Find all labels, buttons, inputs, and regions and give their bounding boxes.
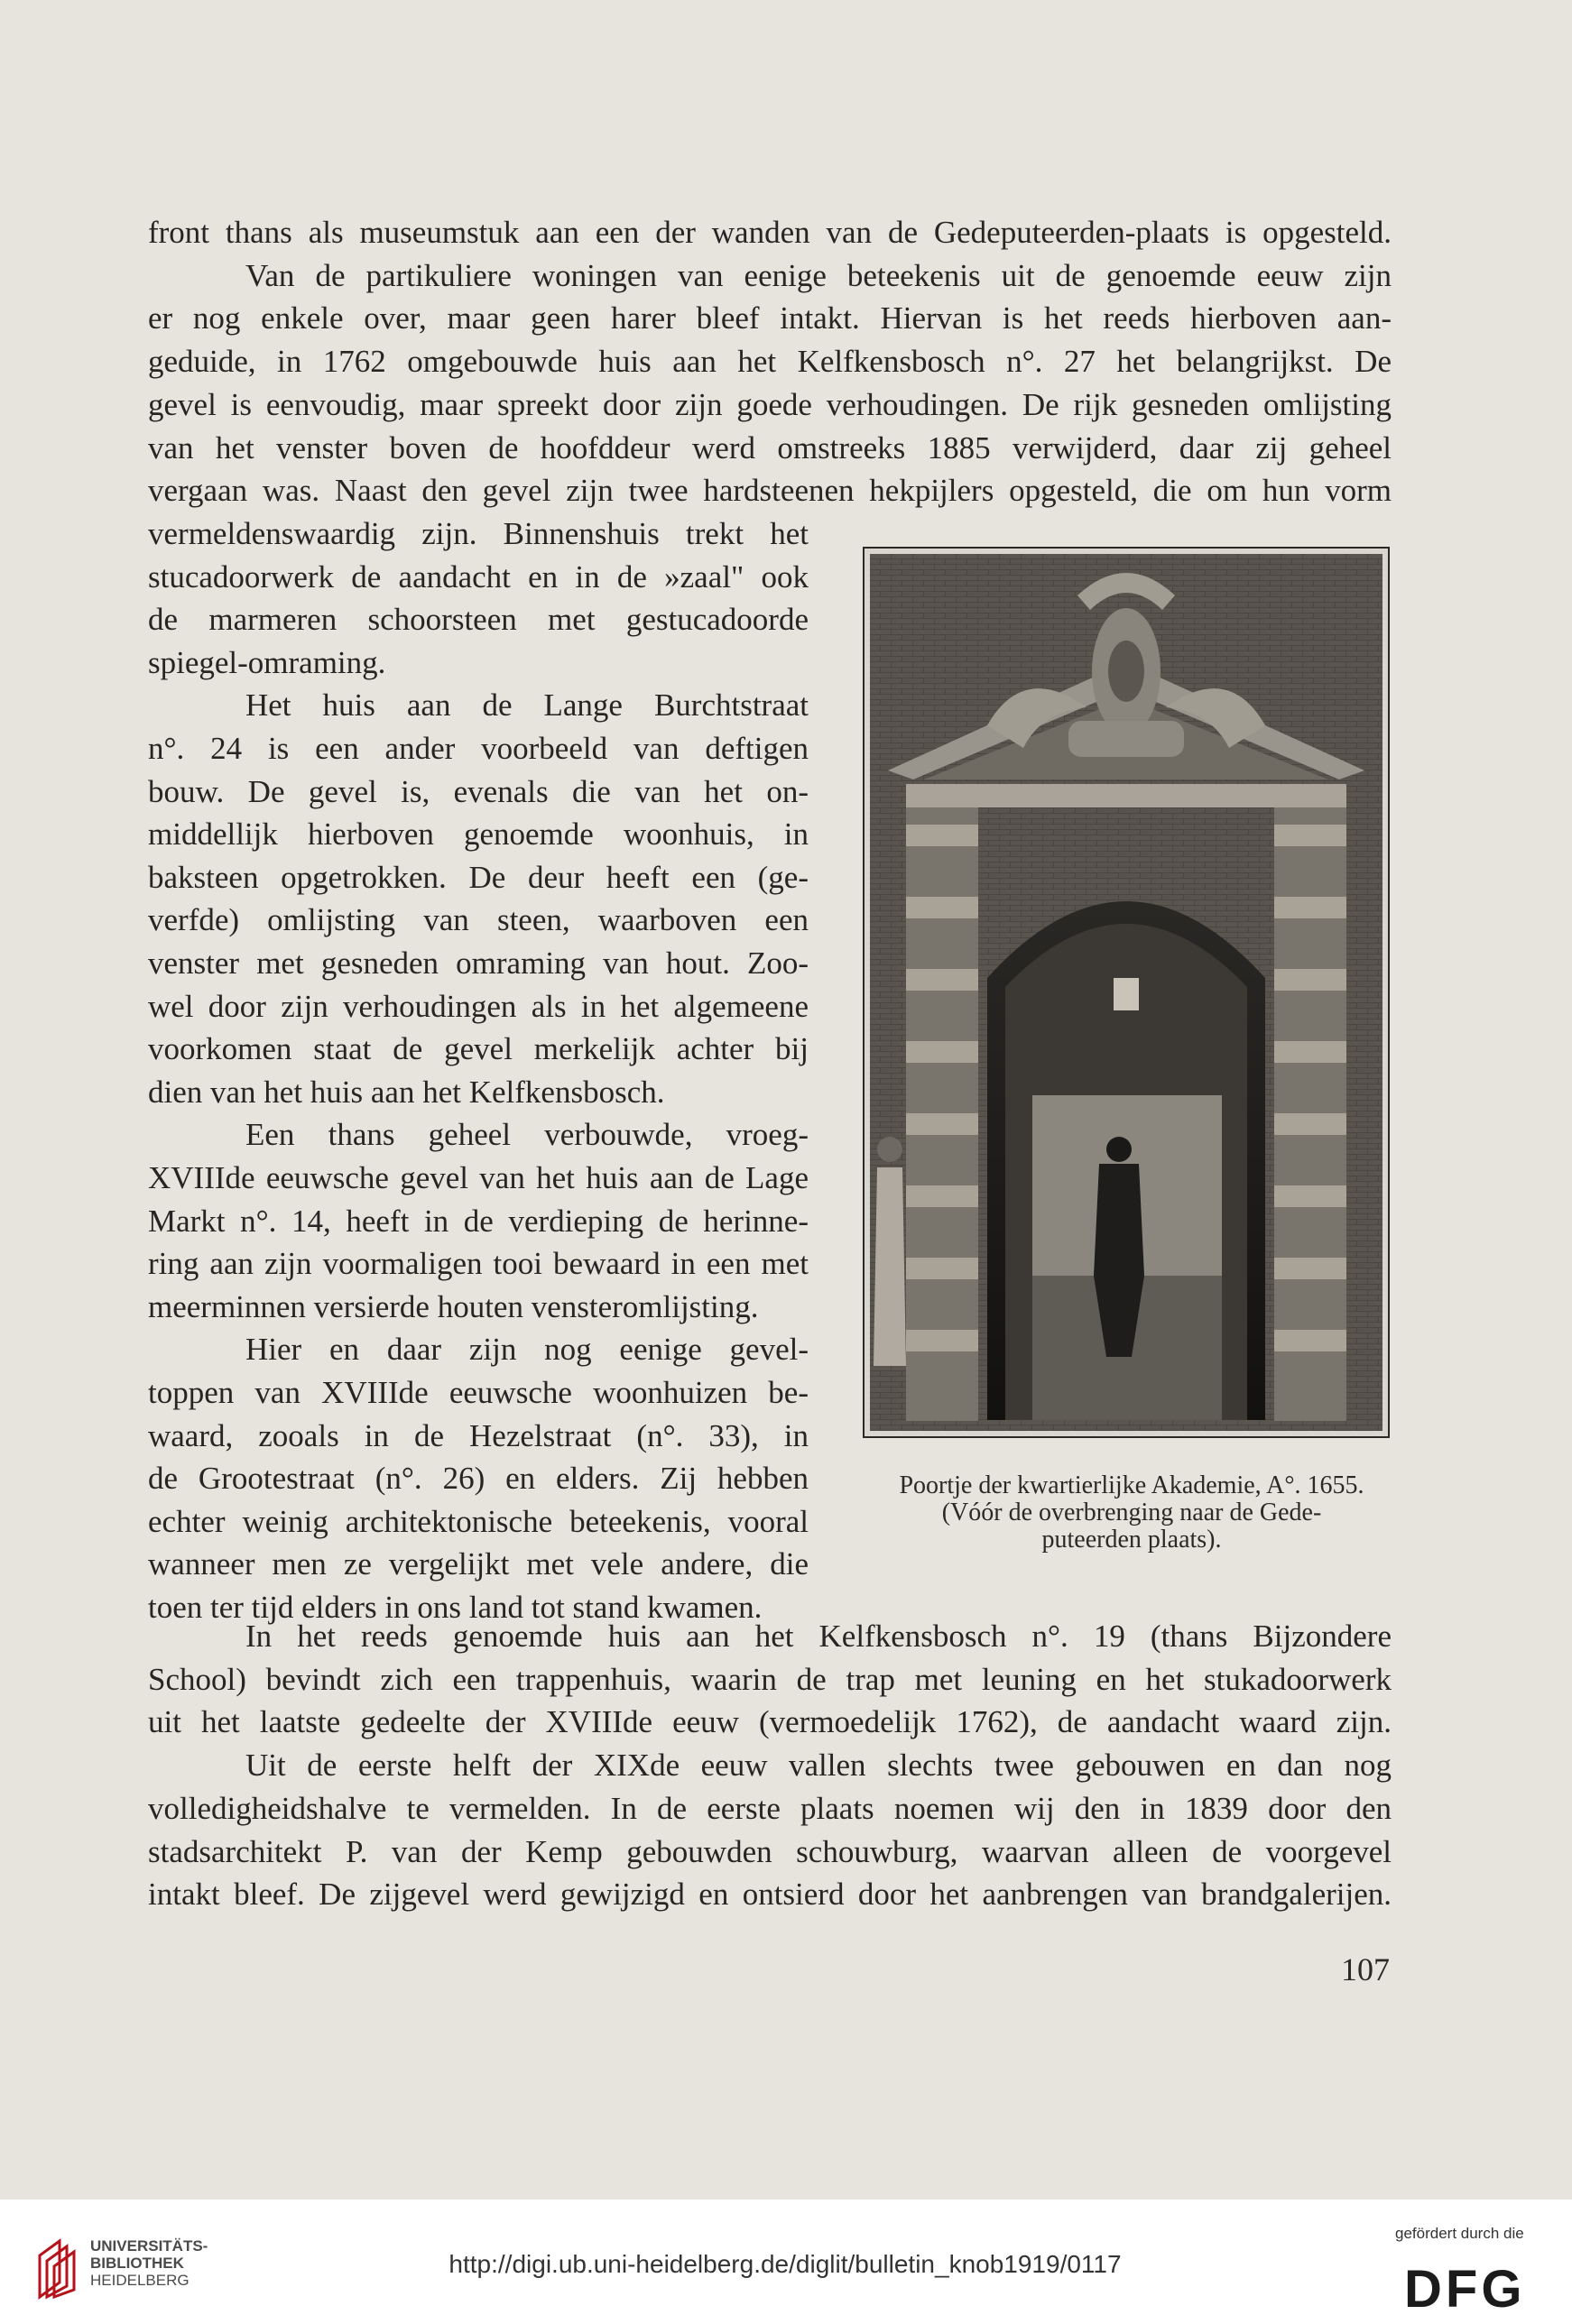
library-name-line-2: BIBLIOTHEK (90, 2255, 184, 2272)
text-line: XVIIIde eeuwsche gevel van het huis aan de Lage (148, 1160, 809, 1195)
text-line: bouw. De gevel is, evenals die van het on- (148, 773, 809, 809)
text-line: de Grootestraat (n°. 26) en elders. Zij hebben (148, 1461, 809, 1497)
caption-line-3: puteerden plaats). (1041, 1526, 1222, 1554)
text-line: Een thans geheel verbouwde, vroeg- (245, 1117, 809, 1153)
text-line: waard, zooals in de Hezelstraat (n°. 33), in (148, 1417, 809, 1453)
text-line: Markt n°. 14, heeft in de verdieping de herinne- (148, 1203, 809, 1239)
dfg-logo: DFG (1404, 2260, 1526, 2319)
text-line: intakt bleef. De zijgevel werd gewijzigd en ontsierd door het aanbrengen van brandgalerijen. (148, 1877, 1392, 1913)
text-line: toppen van XVIIIde eeuwsche woonhuizen be- (148, 1375, 809, 1410)
text-line: gevel is eenvoudig, maar spreekt door zijn goede verhoudingen. De rijk gesneden omlijsting (148, 386, 1392, 422)
text-line: voorkomen staat de gevel merkelijk achter bij (148, 1031, 809, 1067)
text-line: vergaan was. Naast den gevel zijn twee hardsteenen hekpijlers opgesteld, die om hun vorm (148, 473, 1392, 509)
text-line: School) bevindt zich een trappenhuis, waarin de trap met leuning en het stukadoorwerk (148, 1661, 1392, 1697)
text-line: ring aan zijn voormaligen tooi bewaard in een met (148, 1246, 809, 1282)
text-line: verfde) omlijsting van steen, waarboven een (148, 902, 809, 938)
text-line: baksteen opgetrokken. De deur heeft een (ge- (148, 859, 809, 895)
digitization-footer (0, 2200, 1572, 2324)
text-line: meerminnen versierde houten vensteromlijsting. (148, 1288, 759, 1324)
gateway-illustration (870, 554, 1382, 1431)
text-line: volledigheidshalve te vermelden. In de eerste plaats noemen wij den in 1839 door den (148, 1790, 1392, 1826)
text-line: Van de partikuliere woningen van eenige beteekenis uit de genoemde eeuw zijn (245, 257, 1392, 293)
funding-note: gefördert durch die (1395, 2225, 1524, 2242)
text-line: de marmeren schoorsteen met gestucadoorde (148, 602, 809, 638)
caption-line-2: (Vóór de overbrenging naar de Gede- (941, 1499, 1322, 1526)
text-line: geduide, in 1762 omgebouwde huis aan het Kelfkensbosch n°. 27 het belangrijkst. De (148, 344, 1392, 380)
text-line: stucadoorwerk de aandacht en in de »zaal" ook (148, 558, 809, 595)
text-line: Het huis aan de Lange Burchtstraat (245, 687, 809, 724)
text-line: front thans als museumstuk aan een der wanden van de Gedeputeerden-plaats is opgesteld. (148, 215, 1392, 250)
page-number: 107 (1341, 1951, 1390, 1987)
text-line: stadsarchitekt P. van der Kemp gebouwden schouwburg, waarvan alleen de voorgevel (148, 1833, 1392, 1869)
text-line: dien van het huis aan het Kelfkensbosch. (148, 1074, 665, 1110)
library-name-line-3: HEIDELBERG (90, 2272, 190, 2289)
permalink-url[interactable]: http://digi.ub.uni-heidelberg.de/diglit/bulletin_knob1919/0117 (448, 2250, 1122, 2278)
text-line: Hier en daar zijn nog eenige gevel- (245, 1332, 809, 1368)
text-line: vermeldenswaardig zijn. Binnenshuis trekt het (148, 516, 809, 551)
text-line: uit het laatste gedeelte der XVIIIde eeuw (vermoedelijk 1762), de aandacht waard zijn. (148, 1704, 1392, 1740)
text-line: n°. 24 is een ander voorbeeld van deftigen (148, 731, 809, 766)
text-line: toen ter tijd elders in ons land tot stand kwamen. (148, 1590, 763, 1625)
text-line: van het venster boven de hoofddeur werd omstreeks 1885 verwijderd, daar zij geheel (148, 429, 1392, 466)
text-line: wel door zijn verhoudingen als in het algemeene (148, 988, 809, 1024)
text-line: er nog enkele over, maar geen harer bleef intakt. Hiervan is het reeds hierboven aan- (148, 300, 1392, 337)
text-line: venster met gesneden omraming van hout. Zoo- (148, 945, 809, 981)
text-line: middellijk hierboven genoemde woonhuis, in (148, 816, 809, 853)
text-line: wanneer men ze vergelijkt met vele andere, die (148, 1546, 809, 1582)
text-line: Uit de eerste helft der XIXde eeuw vallen slechts twee gebouwen en dan nog (245, 1748, 1392, 1784)
text-line: spiegel-omraming. (148, 644, 386, 680)
text-line: echter weinig architektonische beteekenis, vooral (148, 1503, 809, 1539)
library-name-line-1: UNIVERSITÄTS- (90, 2237, 208, 2255)
photograph-gateway (865, 549, 1388, 1436)
caption-line-1: Poortje der kwartierlijke Akademie, A°. 1655. (899, 1471, 1364, 1499)
text-line: In het reeds genoemde huis aan het Kelfkensbosch n°. 19 (thans Bijzondere (245, 1618, 1392, 1654)
library-name (90, 2237, 208, 2289)
